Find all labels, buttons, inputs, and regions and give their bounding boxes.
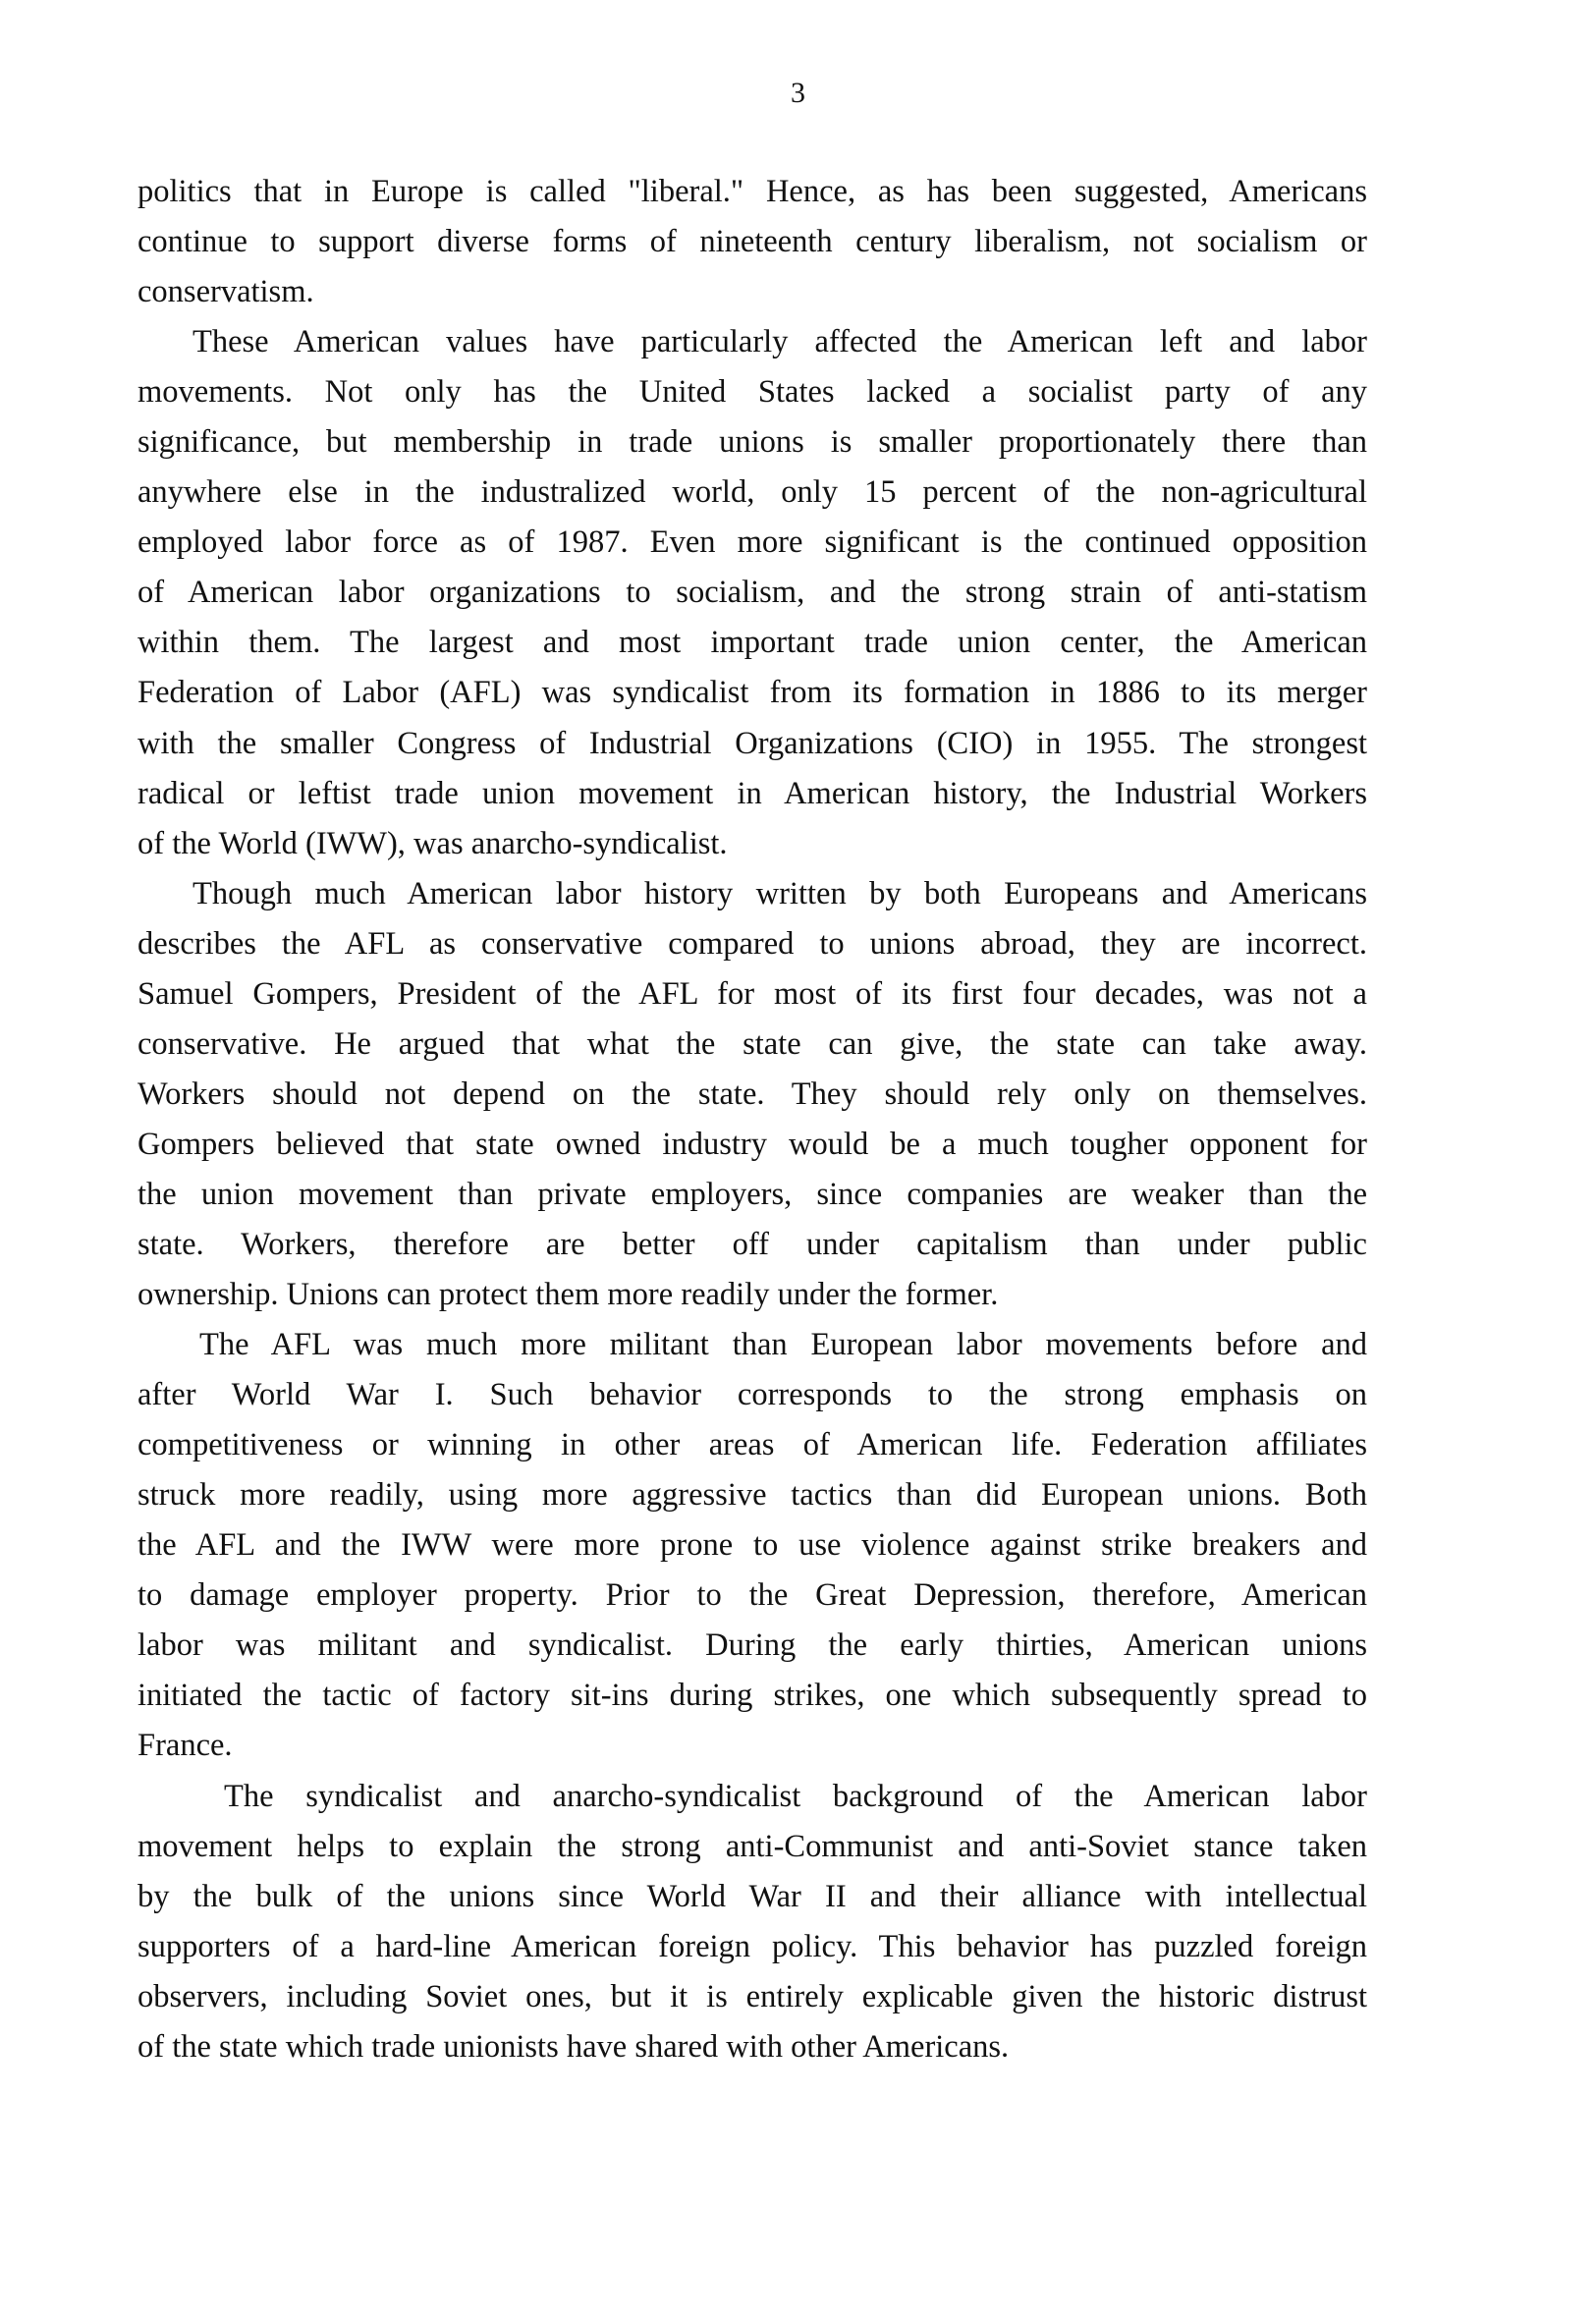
text-line: employed labor force as of 1987. Even more significant is the continued opposition [138, 524, 1367, 561]
text-line: The syndicalist and anarcho-syndicalist background of the American labor [224, 1778, 1367, 1814]
text-line: Gompers believed that state owned industry would be a much tougher opponent for [138, 1126, 1367, 1162]
text-line: competitiveness or winning in other areas of American life. Federation affiliates [138, 1427, 1367, 1463]
text-line: with the smaller Congress of Industrial Organizations (CIO) in 1955. The strongest [138, 725, 1367, 761]
text-line: within them. The largest and most important trade union center, the American [138, 625, 1367, 661]
text-line: supporters of a hard-line American foreign policy. This behavior has puzzled foreign [138, 1928, 1367, 1964]
text-line: movements. Not only has the United States lacked a socialist party of any [138, 374, 1367, 411]
paragraph [138, 1772, 1367, 2072]
text-line: politics that in Europe is called "liberal." Hence, as has been suggested, Americans [138, 174, 1367, 209]
text-line: struck more readily, using more aggressive tactics than did European unions. Both [138, 1477, 1367, 1514]
text-line: continue to support diverse forms of nineteenth century liberalism, not socialism or [138, 224, 1367, 260]
text-line: anywhere else in the industralized world, only 15 percent of the non-agricultural [138, 474, 1367, 511]
text-line: the AFL and the IWW were more prone to use violence against strike breakers and [138, 1527, 1367, 1564]
body-text [138, 167, 1367, 2072]
text-line: significance, but membership in trade unions is smaller proportionately there than [138, 424, 1367, 461]
text-line: by the bulk of the unions since World War II and their alliance with intellectual [138, 1878, 1367, 1914]
text-line: observers, including Soviet ones, but it is entirely explicable given the historic distrust [138, 1978, 1367, 2014]
text-line: of the state which trade unionists have shared with other Americans. [138, 2028, 1010, 2065]
paragraph [138, 167, 1367, 317]
text-line: ownership. Unions can protect them more readily under the former. [138, 1277, 999, 1313]
text-line: describes the AFL as conservative compared to unions abroad, they are incorrect. [138, 925, 1367, 962]
paragraph [138, 869, 1367, 1320]
text-line: conservative. He argued that what the state can give, the state can take away. [138, 1025, 1367, 1062]
text-line: the union movement than private employers, since companies are weaker than the [138, 1176, 1367, 1212]
page-number: 3 [791, 77, 805, 109]
paragraph [138, 317, 1367, 869]
text-line: of the World (IWW), was anarcho-syndicalist. [138, 825, 728, 861]
text-line: France. [138, 1728, 233, 1764]
text-line: after World War I. Such behavior corresponds to the strong emphasis on [138, 1377, 1367, 1413]
text-line: state. Workers, therefore are better off under capitalism than under public [138, 1226, 1367, 1262]
text-line: Federation of Labor (AFL) was syndicalist from its formation in 1886 to its merger [138, 675, 1367, 711]
text-line: These American values have particularly affected the American left and labor [193, 324, 1367, 360]
text-line: Samuel Gompers, President of the AFL for most of its first four decades, was not a [138, 975, 1367, 1012]
text-line: labor was militant and syndicalist. During the early thirties, American unions [138, 1627, 1367, 1664]
paragraph [138, 1320, 1367, 1771]
text-line: initiated the tactic of factory sit-ins during strikes, one which subsequently spread to [138, 1678, 1367, 1714]
text-line: to damage employer property. Prior to the Great Depression, therefore, American [138, 1577, 1367, 1614]
text-line: Though much American labor history written by both Europeans and Americans [193, 875, 1367, 911]
text-line: movement helps to explain the strong anti-Communist and anti-Soviet stance taken [138, 1828, 1367, 1864]
text-line: The AFL was much more militant than European labor movements before and [199, 1327, 1367, 1363]
text-line: radical or leftist trade union movement in American history, the Industrial Workers [138, 775, 1367, 811]
text-line: of American labor organizations to socialism, and the strong strain of anti-statism [138, 575, 1367, 611]
text-line: conservatism. [138, 274, 314, 310]
text-line: Workers should not depend on the state. They should rely only on themselves. [138, 1075, 1367, 1112]
